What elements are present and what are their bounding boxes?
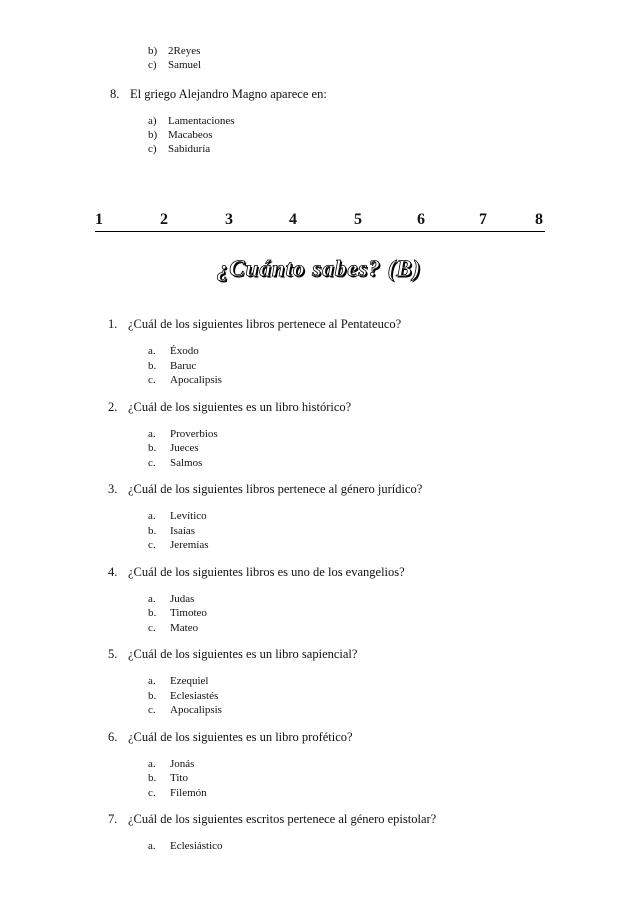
answer-number: 2 [160, 211, 168, 228]
option-text: Lamentaciones [168, 115, 235, 127]
answer-number-row [95, 211, 545, 231]
question-number: 2. [108, 399, 118, 414]
option-letter: b. [148, 772, 157, 784]
question-number: 3. [108, 482, 118, 496]
option-text: Samuel [168, 59, 201, 71]
option-text: Salmos [170, 456, 203, 469]
answer-number: 5 [354, 211, 362, 228]
option-letter: b) [148, 129, 158, 141]
answer-number: 1 [95, 211, 103, 228]
question-text: ¿Cuál de los siguientes libros pertenece al Pentateuco? [128, 317, 402, 331]
option-letter: a. [148, 427, 156, 440]
option-text: Jeremías [170, 539, 209, 551]
question-number: 6. [108, 729, 118, 744]
option-letter: c. [148, 786, 156, 799]
answer-number: 6 [417, 211, 425, 228]
option-text: Eclesiástico [170, 840, 223, 852]
option-letter: b. [148, 607, 157, 619]
option-text: Ezequiel [170, 675, 209, 687]
question-number: 7. [108, 812, 118, 826]
option-text: Jonás [170, 757, 195, 770]
option-letter: c) [148, 143, 157, 155]
question-text: El griego Alejandro Magno aparece en: [130, 87, 327, 101]
question-text: ¿Cuál de los siguientes libros es uno de los evangelios? [128, 564, 405, 579]
option-text: 2Reyes [168, 45, 201, 57]
answer-number: 3 [225, 211, 233, 228]
option-letter: b. [148, 442, 157, 454]
option-letter: a. [148, 840, 156, 852]
option-text: Proverbios [170, 427, 218, 440]
option-letter: b. [148, 359, 157, 372]
option-text: Filemón [170, 786, 207, 799]
option-letter: a. [148, 675, 156, 687]
option-letter: a. [148, 757, 156, 770]
answer-number: 4 [289, 211, 297, 228]
option-letter: b. [148, 524, 157, 537]
option-letter: a. [148, 592, 156, 605]
option-text: Timoteo [170, 607, 207, 619]
option-text: Tito [170, 772, 188, 784]
question-text: ¿Cuál de los siguientes es un libro sapiencial? [128, 647, 358, 661]
option-letter: c. [148, 456, 156, 469]
option-text: Macabeos [168, 129, 213, 141]
option-text: Mateo [170, 621, 199, 634]
option-letter: c. [148, 374, 156, 386]
option-letter: c. [148, 621, 156, 634]
option-letter: b) [148, 45, 158, 57]
answer-number: 7 [479, 211, 487, 228]
option-letter: a. [148, 510, 156, 522]
option-text: Apocalipsis [170, 374, 222, 386]
option-text: Eclesiastés [170, 689, 219, 702]
question-number: 5. [108, 647, 118, 661]
question-text: ¿Cuál de los siguientes es un libro profético? [128, 729, 353, 744]
option-text: Apocalipsis [170, 704, 222, 716]
quiz-title: ¿Cuánto sabes? (B) [216, 256, 422, 281]
question-text: ¿Cuál de los siguientes es un libro histórico? [128, 399, 352, 414]
question-text: ¿Cuál de los siguientes escritos pertenece al género epistolar? [128, 812, 437, 826]
option-letter: a) [148, 115, 157, 127]
answer-row-underline [95, 231, 545, 232]
answer-number: 8 [535, 211, 543, 228]
question-number: 1. [108, 317, 118, 331]
option-text: Levítico [170, 510, 207, 522]
option-text: Éxodo [170, 345, 199, 357]
option-text: Baruc [170, 359, 197, 372]
option-letter: a. [148, 345, 156, 357]
question-text: ¿Cuál de los siguientes libros pertenece al género jurídico? [128, 482, 423, 496]
option-letter: c) [148, 59, 157, 71]
option-text: Isaías [170, 524, 196, 537]
question-number: 4. [108, 564, 118, 579]
option-letter: c. [148, 704, 156, 716]
option-letter: c. [148, 539, 156, 551]
option-letter: b. [148, 689, 157, 702]
option-text: Judas [170, 592, 195, 605]
question-number: 8. [110, 87, 120, 101]
option-text: Sabiduría [168, 143, 211, 155]
option-text: Jueces [170, 442, 199, 454]
